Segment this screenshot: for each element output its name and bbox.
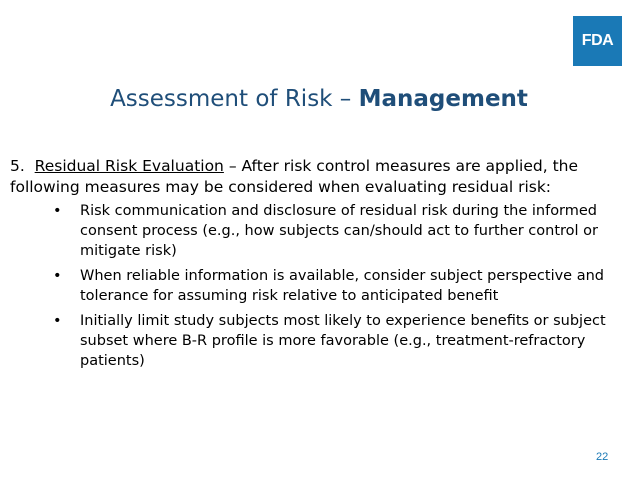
slide-title [0,86,638,112]
bullet-item [10,311,610,371]
bullet-icon: • [53,313,62,329]
bullet-item [10,266,610,306]
slide-body [10,156,610,376]
title-regular: Assessment of Risk – [110,86,359,112]
section-intro [10,156,610,198]
bullet-text: Risk communication and disclosure of residual risk during the informed consent process (e.g., how subjects can/should act to further control or mitigate risk) [80,203,599,259]
bullet-icon: • [53,268,62,284]
section-number: 5. [10,157,25,175]
bullet-item [10,201,610,261]
bullet-text: Initially limit study subjects most likely to experience benefits or subject subset where B-R profile is more favorable (e.g., treatment-refractory patients) [80,313,606,369]
fda-logo-text: FDA [581,32,614,49]
bullet-list [10,201,610,371]
bullet-text: When reliable information is available, consider subject perspective and tolerance for assuming risk relative to anticipated benefit [80,268,604,304]
bullet-icon: • [53,203,62,219]
fda-logo [573,16,622,66]
section-intro-text: – After risk control measures are applied, the following measures may be considered when evaluating residual risk: [10,157,579,196]
section-heading: Residual Risk Evaluation [34,157,224,175]
page-number: 22 [596,451,609,463]
title-bold: Management [358,86,528,112]
